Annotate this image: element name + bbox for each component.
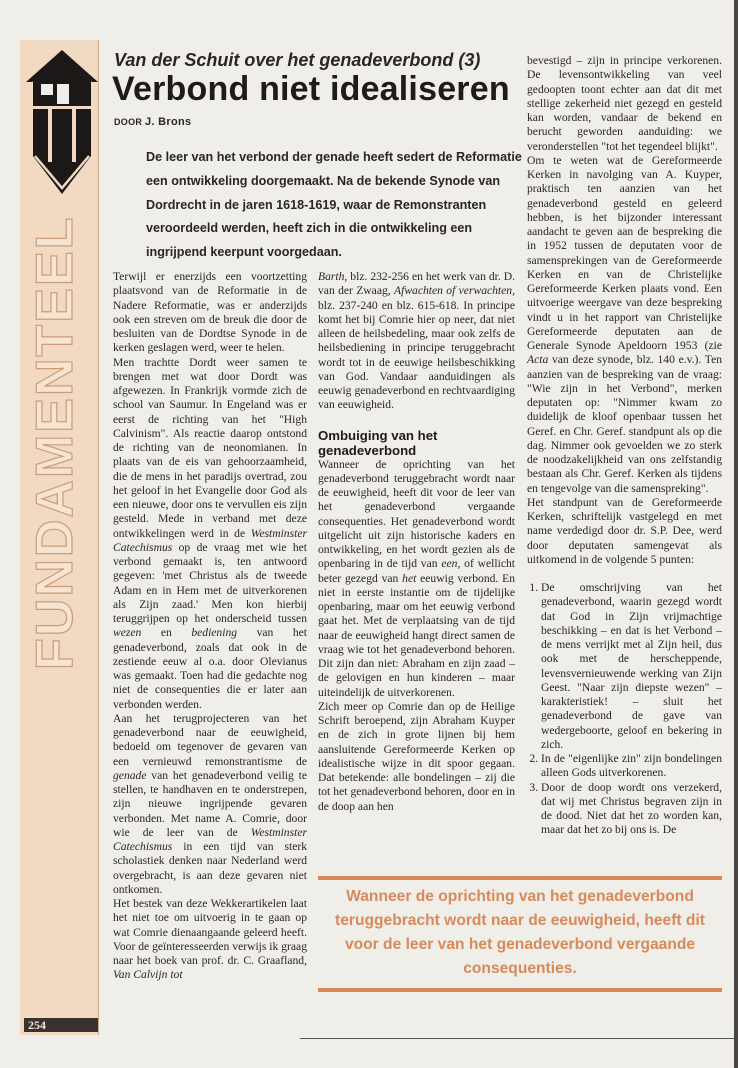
byline-prefix: DOOR bbox=[114, 117, 143, 127]
pull-quote-text: Wanneer de oprichting van het genadeverbond teruggebracht wordt naar de eeuwigheid, heeft dit voor de leer van het genadeverbond vergaande consequenties. bbox=[335, 888, 705, 977]
list-item: 2. In de "eigenlijke zin" zijn bondelingen alleen Gods uitverkorenen. bbox=[541, 752, 722, 781]
paragraph: Men trachtte Dordt weer samen te brengen met wat door Dordt was afgewezen. In Frankrijk vormde zich de school van Saumur. In Engeland was er eerst de richting van het "High Calvinism". Als reactie daarop ontstond de richting van de neonomianen. In plaats van de eis van gehoorzaamheid, die de mens in het paradijs overtrad, zou het geloof in het Evangelie door God als een nieuwe, door ons te vervullen eis zijn gesteld. Mede in verband met deze ontwikkelingen werd in de Westminster Catechismus op de vraag met wie het verbond gemaakt is, ten antwoord gegeven: 'met Christus als de tweede Adam en in Hem met de uitverkorenen als Zijn zaad.' Men kon hierbij teruggrijpen op het onderscheid tussen wezen en bediening van het genadeverbond, zoals dat ook in de zestiende eeuw al o.a. door Olevianus was gemaakt. Toen had die gedachte nog niet de consequenties die er later aan verbonden werden. bbox=[113, 355, 307, 711]
byline bbox=[114, 116, 191, 128]
page-edge-shadow bbox=[734, 0, 738, 1068]
pull-quote bbox=[318, 876, 722, 992]
byline-author: J. Brons bbox=[145, 116, 192, 128]
column-2 bbox=[318, 270, 515, 814]
paragraph: Het bestek van deze Wekkerartikelen laat het niet toe om uitvoerig in te gaan op wat Comrie dienaangaande geleerd heeft. Voor de geïnteresseerden verwijs ik graag naar het boek van prof. dr. C. Graafland, Van Calvijn tot bbox=[113, 897, 307, 982]
article-title: Verbond niet idealiseren bbox=[112, 70, 510, 108]
list-item: 1. De omschrijving van het genadeverbond, waarin gezegd wordt dat God in Zijn vrijmachtige beschikking – en dat is het Verbond – de mens verrijkt met al Zijn heil, dus ook met de herscheppende, levensvernieuwende werking van Zijn Geest. "Naar zijn diepste wezen" – karakteristiek! – sluit het genadeverbond de gave van wedergeboorte, geloof en bekering in zich. bbox=[541, 581, 722, 752]
paragraph: Zich meer op Comrie dan op de Heilige Schrift beroepend, zijn Abraham Kuyper en de zich in grote lijnen bij hem aansluitende Gereformeerde Kerken op idealistische wijze in dit spoor gegaan. Dat betekende: alle bondelingen – zij die tot het genadeverbond behoren, door en in de doop aan hen bbox=[318, 699, 515, 813]
list-item: 3. Door de doop wordt ons verzekerd, dat wij met Christus begraven zijn in de dood. Niet dat het zo worden kan, maar dat het zo bij ons is. De bbox=[541, 781, 722, 838]
page-edge-line bbox=[300, 1038, 738, 1039]
paragraph: Aan het terugprojecteren van het genadeverbond naar de eeuwigheid, bedoeld om tegenover de gevaren van een vernieuwd remonstrantisme de genade van het genadeverbond veilig te stellen, te handhaven en te onderstrepen, zijn nieuwe ingrijpende gevaren verbonden. Met name A. Comrie, door wie de leer van de Westminster Catechismus in een tijd van sterk scholastiek denken naar Nederland werd overgebracht, is aan deze gevaren niet ontkomen. bbox=[113, 711, 307, 896]
column-3 bbox=[527, 54, 722, 838]
article-intro: De leer van het verbond der genade heeft sedert de Reformatie een ontwikkeling doorgemaakt. Na de bekende Synode van Dordrecht in de jaren 1618-1619, waar de Remonstranten veroordeeld werden, heeft zich in die ontwikkeling een ingrijpend keerpunt voorgedaan. bbox=[146, 150, 522, 260]
pull-quote-rule bbox=[318, 988, 722, 992]
paragraph: bevestigd – zijn in principe verkorenen. De levensontwikkeling van veel gedoopten toont echter aan dat dit met stellige zekerheid niet gezegd en gesteld kan worden, vandaar de bekend en berucht geworden aanduiding: we veronderstellen "tot het tegendeel blijkt". bbox=[527, 54, 722, 153]
paragraph: Om te weten wat de Gereformeerde Kerken in navolging van A. Kuyper, praktisch ten aanzien van het genadeverbond gesteld en geleerd hebben, is het bijzonder interessant aandacht te geven aan de bespreking die in 1952 tussen de deputaten voor de samensprekingen van de Gereformeerde Kerken en van de Christelijke Gereformeerde Kerken plaats vond. Een uitvoerige weergave van deze bespreking vindt u in het rapport van Christelijke Gereformeerde deputaten aan de Generale Synode Apeldoorn 1953 (zie Acta van deze synode, blz. 140 e.v.). Ten aanzien van de bespreking van de vraag: "Wie zijn in het Verbond", merken deputaten op: "Nimmer kwam zo duidelijk de kloof openbaar tussen het Geref. en Chr. Geref. standpunt als op die dag. Nimmer ook gevoelden we zo sterk de noodzakelijkheid van ons zelfstandig bestaan als Chr. Geref. Kerken als tijdens en tengevolge van die samenspreking". bbox=[527, 153, 723, 495]
paragraph: Terwijl er enerzijds een voortzetting plaatsvond van de Reformatie in de Nadere Reformatie, was er anderzijds ook een streven om de breuk die door de besluiten van de Dordtse Synode in de kerken geslagen werd, weer te helen. bbox=[113, 270, 307, 355]
article-kicker: Van der Schuit over het genadeverbond (3) bbox=[114, 50, 481, 70]
paragraph: Barth, blz. 232-256 en het werk van dr. D. van der Zwaag, Afwachten of verwachten, blz. 237-240 en blz. 615-618. In principe komt het bij Comrie hier op neer, dat niet alleen de heilsbedeling, maar ook zelfs de heilsbediening in principe teruggebracht wordt tot in de eeuwige heilsbeschikking van God. Vandaar aanduidingen als eeuwig genadeverbond en rechtvaardiging van eeuwigheid. bbox=[318, 270, 516, 412]
paragraph: Het standpunt van de Gereformeerde Kerken, schriftelijk vastgelegd en met name verdedigd door dr. S.P. Dee, werd door deputaten samengevat als uitkomend in de volgende 5 punten: bbox=[527, 495, 722, 566]
subheading: Ombuiging van het genadeverbond bbox=[318, 427, 438, 458]
column-1 bbox=[113, 270, 307, 983]
page-number: 254 bbox=[24, 1018, 98, 1032]
numbered-list bbox=[527, 581, 722, 838]
section-label: FUNDAMENTEEL bbox=[26, 215, 84, 670]
paragraph: Wanneer de oprichting van het genadeverbond teruggebracht wordt naar de eeuwigheid, heeft dit voor de leer van het genadeverbond vergaande consequenties. Het genadeverbond wordt uitgelicht uit zijn historische kaders en ontwikkeling, en het wordt gezien als de openbaring in de tijd van een, of wellicht beter gezegd van het eeuwig verbond. En niet in eerste instantie om de tijdelijke openbaring, maar om het eeuwig verbond gaat het. Met de verplaatsing van de tijd naar de eeuwigheid hangt direct samen de vraag wie tot het genadeverbond behoren. Dit zijn dan niet: Abraham en zijn zaad – de gelovigen en hun kinderen – maar uiteindelijk de uitverkorenen. bbox=[318, 457, 515, 699]
pencil-house-logo-icon bbox=[24, 48, 100, 198]
